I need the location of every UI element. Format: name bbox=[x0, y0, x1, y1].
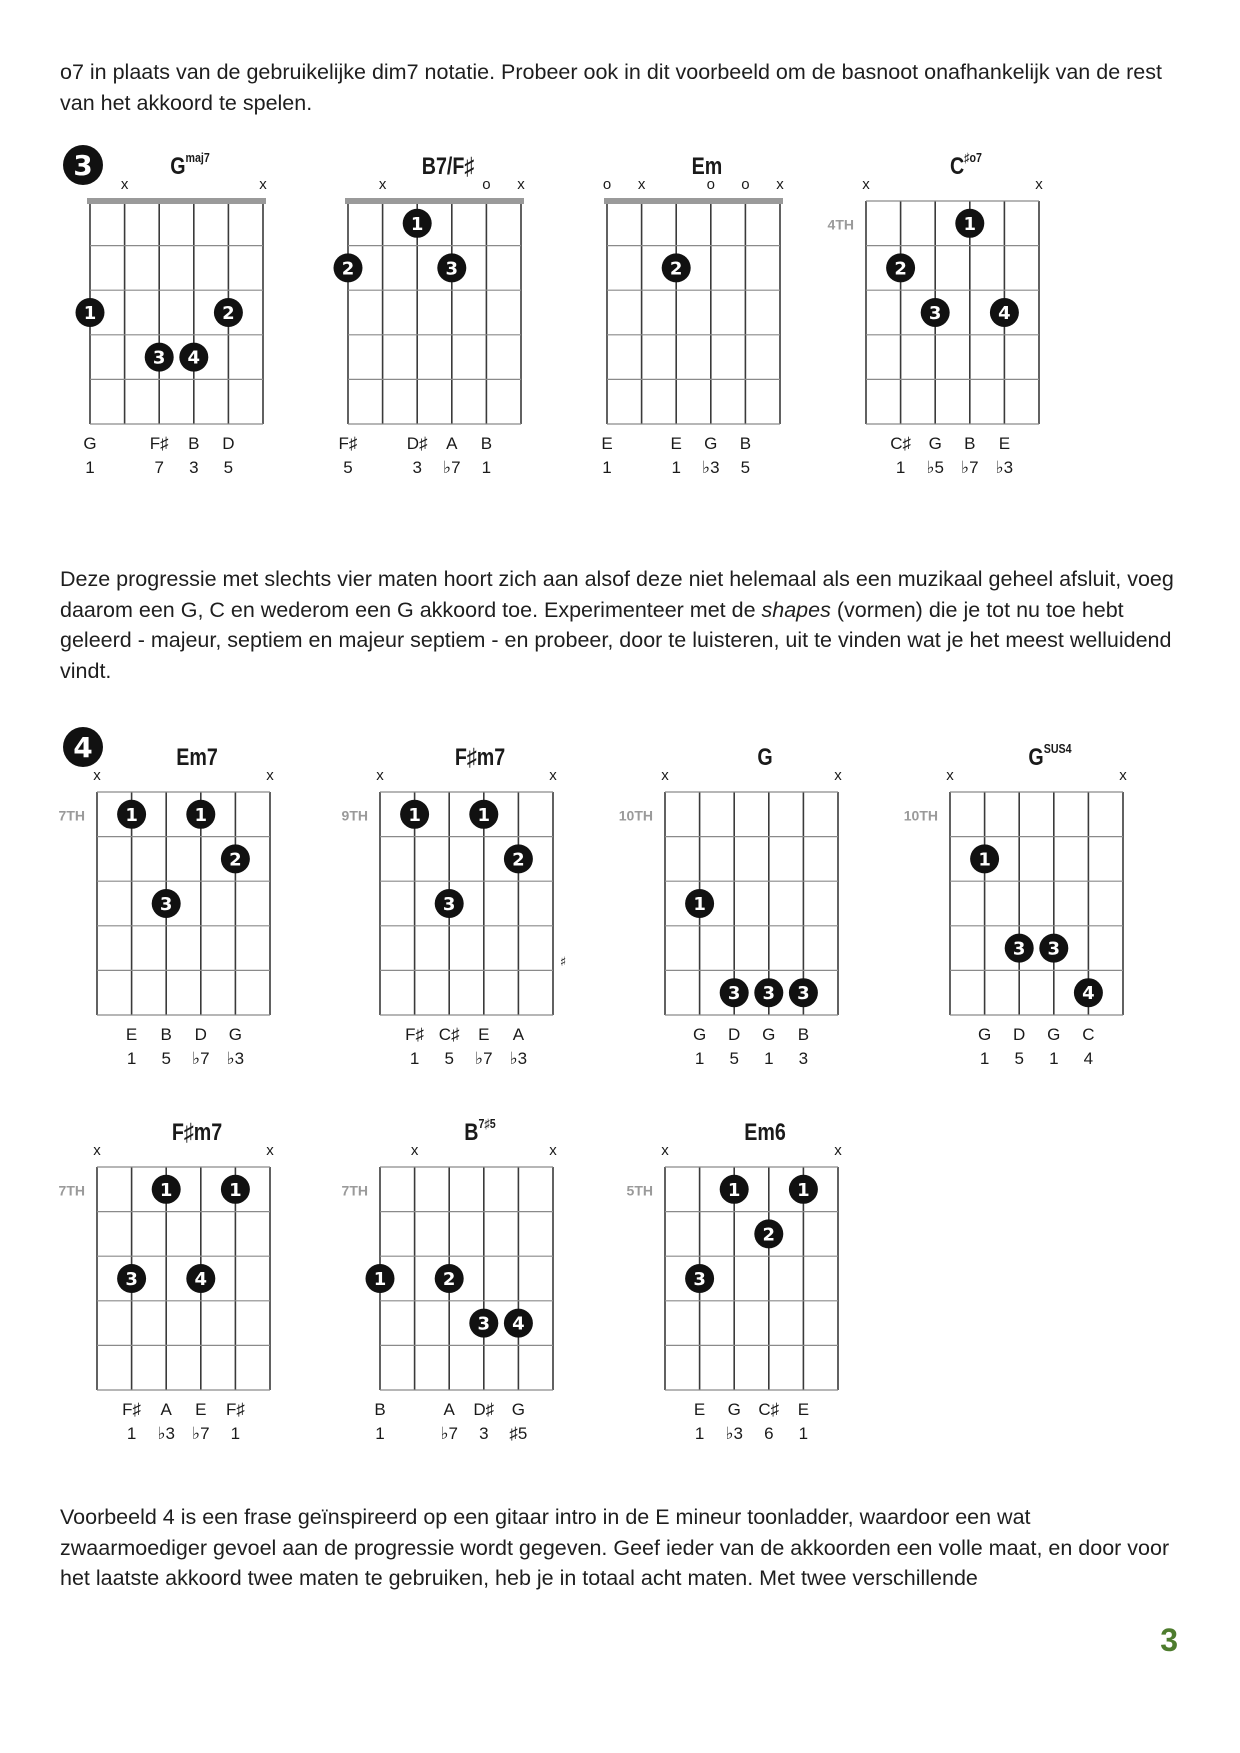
finger-number: 3 bbox=[1047, 938, 1061, 960]
example-badge-4: 4 bbox=[63, 727, 103, 767]
fretboard-grid bbox=[58, 744, 327, 1124]
muted-string-mark: x bbox=[862, 176, 870, 193]
note-name: A bbox=[160, 1400, 172, 1419]
finger-number: 3 bbox=[928, 303, 942, 324]
chord-root-label: Em7 bbox=[176, 744, 218, 771]
side-sharp-mark: ♯ bbox=[559, 954, 567, 970]
finger-number: 2 bbox=[341, 258, 355, 280]
chord-suffix-label: 7♯5 bbox=[478, 1116, 496, 1131]
muted-string-mark: x bbox=[776, 176, 784, 193]
open-string-mark: o bbox=[602, 176, 612, 193]
finger-number: 2 bbox=[669, 258, 683, 280]
note-name: B bbox=[188, 434, 200, 453]
interval-label: 3 bbox=[798, 1049, 809, 1068]
muted-string-mark: x bbox=[661, 1142, 669, 1159]
interval-label: 1 bbox=[481, 458, 492, 477]
chord-diagram bbox=[58, 744, 327, 1124]
muted-string-mark: x bbox=[834, 767, 842, 784]
note-name: F♯ bbox=[122, 1400, 142, 1419]
example-badge-3: 3 bbox=[63, 145, 103, 185]
finger-number: 1 bbox=[727, 1179, 741, 1201]
chord-diagram bbox=[577, 153, 837, 533]
finger-number: 3 bbox=[152, 347, 166, 369]
fret-position-label: 7TH bbox=[58, 807, 85, 824]
finger-number: 2 bbox=[222, 303, 235, 324]
muted-string-mark: x bbox=[1119, 767, 1127, 784]
interval-label: 4 bbox=[1083, 1049, 1094, 1068]
fret-position-label: 5TH bbox=[626, 1182, 653, 1199]
note-name: D bbox=[222, 434, 235, 453]
note-name: C♯ bbox=[758, 1400, 780, 1419]
note-name: G bbox=[692, 1025, 707, 1044]
finger-number: 1 bbox=[408, 804, 421, 826]
finger-number: 1 bbox=[797, 1179, 810, 1201]
finger-number: 3 bbox=[125, 1269, 138, 1290]
open-string-mark: o bbox=[741, 176, 750, 193]
fret-position-label: 7TH bbox=[341, 1182, 368, 1199]
note-name: F♯ bbox=[225, 1400, 245, 1419]
finger-number: 1 bbox=[83, 303, 97, 324]
interval-label: 1 bbox=[85, 458, 95, 477]
fretboard-grid bbox=[60, 153, 320, 533]
note-name: D bbox=[728, 1025, 741, 1044]
finger-number: 2 bbox=[442, 1269, 456, 1290]
muted-string-mark: x bbox=[266, 1142, 274, 1159]
finger-number: 3 bbox=[477, 1313, 491, 1335]
finger-number: 1 bbox=[125, 804, 138, 826]
chord-diagram bbox=[341, 1116, 610, 1499]
chord-root-label: F♯m7 bbox=[171, 1119, 223, 1146]
chord-root-label: C bbox=[949, 153, 965, 180]
muted-string-mark: x bbox=[376, 767, 384, 784]
note-name: F♯ bbox=[149, 434, 169, 453]
finger-number: 2 bbox=[512, 849, 525, 871]
muted-string-mark: x bbox=[378, 176, 387, 193]
chord-root-label: Em bbox=[691, 153, 723, 180]
finger-number: 3 bbox=[445, 258, 459, 280]
fretboard-grid bbox=[318, 153, 578, 533]
muted-string-mark: x bbox=[410, 1142, 419, 1159]
interval-label: 1 bbox=[375, 1424, 385, 1443]
note-name: A bbox=[446, 434, 458, 453]
interval-label: ♯5 bbox=[509, 1424, 528, 1443]
interval-label: 1 bbox=[694, 1049, 705, 1068]
note-name: G bbox=[762, 1025, 776, 1044]
interval-label: ♭5 bbox=[926, 458, 944, 477]
fret-position-label: 10TH bbox=[903, 807, 938, 824]
note-name: D bbox=[194, 1025, 207, 1044]
finger-number: 3 bbox=[762, 983, 776, 1005]
chord-suffix-label: SUS4 bbox=[1043, 741, 1072, 756]
note-name: G bbox=[928, 434, 942, 453]
fretboard-grid bbox=[626, 1119, 895, 1499]
chord-diagram bbox=[318, 153, 578, 533]
note-name: C bbox=[1082, 1025, 1095, 1044]
note-name: B bbox=[374, 1400, 386, 1419]
chord-diagram bbox=[618, 744, 895, 1124]
finger-number: 3 bbox=[797, 983, 810, 1005]
fretboard-grid bbox=[58, 1119, 327, 1499]
note-name: A bbox=[512, 1025, 525, 1044]
interval-label: ♭3 bbox=[702, 458, 720, 477]
interval-label: ♭3 bbox=[725, 1424, 743, 1443]
note-name: A bbox=[443, 1400, 455, 1419]
fretboard-grid bbox=[827, 153, 1096, 533]
interval-label: ♭7 bbox=[475, 1049, 493, 1068]
finger-number: 2 bbox=[229, 849, 242, 871]
note-name: D♯ bbox=[406, 434, 428, 453]
interval-label: 3 bbox=[189, 458, 199, 477]
fret-position-label: 10TH bbox=[618, 807, 653, 824]
muted-string-mark: x bbox=[120, 176, 129, 193]
finger-number: 1 bbox=[159, 1179, 173, 1201]
interval-label: ♭7 bbox=[192, 1049, 210, 1068]
note-name: G bbox=[977, 1025, 992, 1044]
note-name: G bbox=[83, 434, 97, 453]
note-name: D♯ bbox=[473, 1400, 495, 1419]
chord-diagram bbox=[58, 1119, 327, 1499]
finger-number: 2 bbox=[762, 1224, 776, 1246]
interval-label: ♭3 bbox=[995, 458, 1014, 477]
fretboard-grid bbox=[903, 744, 1180, 1124]
finger-number: 1 bbox=[978, 849, 991, 871]
chord-diagram bbox=[341, 744, 610, 1124]
interval-label: 6 bbox=[764, 1424, 774, 1443]
note-name: E bbox=[693, 1400, 706, 1419]
interval-label: ♭7 bbox=[443, 458, 461, 477]
note-name: G bbox=[228, 1025, 243, 1044]
muted-string-mark: x bbox=[549, 767, 557, 784]
interval-label: 1 bbox=[409, 1049, 420, 1068]
intro-paragraph: o7 in plaats van de gebruikelijke dim7 notatie. Probeer ook in dit voorbeeld om de basnoot onafhankelijk van de rest van het akkoord te spelen. bbox=[60, 60, 1162, 115]
muted-string-mark: x bbox=[661, 767, 669, 784]
interval-label: 1 bbox=[230, 1424, 241, 1443]
interval-label: 1 bbox=[1049, 1049, 1059, 1068]
finger-number: 3 bbox=[1012, 938, 1026, 960]
example4-paragraph: Voorbeeld 4 is een frase geïnspireerd op een gitaar intro in de E mineur toonladder, waardoor een wat zwaarmoediger gevoel aan de progressie wordt gegeven. Geef ieder van de akkoorden een volle maat, en door voor het laatste akkoord twee maten te gebruiken, heb je in totaal acht maten. Met twee verschillende bbox=[60, 1505, 1170, 1590]
note-name: E bbox=[998, 434, 1011, 453]
interval-label: ♭3 bbox=[226, 1049, 245, 1068]
finger-number: 1 bbox=[963, 213, 977, 235]
chord-root-label: F♯m7 bbox=[454, 744, 506, 771]
interval-label: 1 bbox=[126, 1049, 137, 1068]
note-name: D bbox=[1013, 1025, 1026, 1044]
interval-label: 5 bbox=[161, 1049, 171, 1068]
chord-root-label: Em6 bbox=[744, 1119, 786, 1146]
note-name: C♯ bbox=[890, 434, 911, 453]
interval-label: 5 bbox=[444, 1049, 454, 1068]
paragraph-text: Deze progressie met slechts vier maten hoort zich aan alsof deze niet helemaal als een muzikaal geheel afsluit, voeg daarom een G, C en wederom een G akkoord toe. Experimenteer met de bbox=[60, 567, 1174, 622]
muted-string-mark: x bbox=[834, 1142, 842, 1159]
chord-root-label: B7/F♯ bbox=[421, 153, 475, 180]
chord-diagram bbox=[626, 1119, 895, 1499]
interval-label: 1 bbox=[798, 1424, 809, 1443]
interval-label: 7 bbox=[154, 458, 164, 477]
finger-number: 4 bbox=[1082, 983, 1095, 1005]
emphasis-shapes: shapes bbox=[761, 597, 831, 622]
interval-label: 1 bbox=[602, 458, 612, 477]
finger-number: 1 bbox=[693, 894, 706, 915]
finger-number: 3 bbox=[159, 894, 173, 915]
finger-number: 4 bbox=[998, 303, 1011, 324]
nut bbox=[87, 198, 266, 204]
note-name: E bbox=[670, 434, 682, 453]
nut bbox=[604, 198, 783, 204]
interval-label: 3 bbox=[412, 458, 422, 477]
finger-number: 2 bbox=[894, 258, 907, 280]
finger-number: 1 bbox=[229, 1179, 242, 1201]
note-name: F♯ bbox=[405, 1025, 425, 1044]
interval-label: 1 bbox=[764, 1049, 774, 1068]
note-name: G bbox=[727, 1400, 741, 1419]
interval-label: ♭7 bbox=[961, 458, 979, 477]
interval-label: ♭7 bbox=[440, 1424, 458, 1443]
note-name: E bbox=[797, 1400, 810, 1419]
muted-string-mark: x bbox=[93, 1142, 101, 1159]
interval-label: 1 bbox=[694, 1424, 705, 1443]
finger-number: 1 bbox=[194, 804, 208, 826]
note-name: C♯ bbox=[438, 1025, 460, 1044]
interval-label: ♭3 bbox=[157, 1424, 175, 1443]
chord-diagram bbox=[903, 741, 1180, 1124]
interval-label: 5 bbox=[223, 458, 234, 477]
note-name: B bbox=[964, 434, 976, 453]
interval-label: 1 bbox=[979, 1049, 990, 1068]
interval-label: 1 bbox=[126, 1424, 137, 1443]
interval-label: 3 bbox=[479, 1424, 489, 1443]
note-name: F♯ bbox=[338, 434, 358, 453]
interval-label: 1 bbox=[895, 458, 906, 477]
paragraph-text: (vormen) die je tot nu toe hebt geleerd - majeur, septiem en majeur septiem - en probeer, door te luisteren, uit te vinden wat je het meest welluidend vindt. bbox=[60, 597, 1172, 683]
finger-number: 3 bbox=[727, 983, 741, 1005]
fret-position-label: 9TH bbox=[341, 807, 368, 824]
finger-number: 1 bbox=[373, 1269, 387, 1290]
note-name: G bbox=[511, 1400, 526, 1419]
open-string-mark: o bbox=[482, 176, 491, 193]
muted-string-mark: x bbox=[1035, 176, 1043, 193]
muted-string-mark: x bbox=[93, 767, 101, 784]
finger-number: 1 bbox=[477, 804, 491, 826]
muted-string-mark: x bbox=[549, 1142, 557, 1159]
fretboard-grid bbox=[618, 744, 895, 1124]
finger-number: 4 bbox=[512, 1313, 525, 1335]
finger-number: 4 bbox=[187, 347, 201, 369]
finger-number: 1 bbox=[410, 213, 424, 235]
finger-number: 3 bbox=[442, 894, 456, 915]
fret-position-label: 7TH bbox=[58, 1182, 85, 1199]
interval-label: 5 bbox=[729, 1049, 739, 1068]
finger-number: 3 bbox=[693, 1269, 706, 1290]
muted-string-mark: x bbox=[637, 176, 646, 193]
note-name: E bbox=[195, 1400, 207, 1419]
interval-label: 5 bbox=[343, 458, 353, 477]
interval-label: 1 bbox=[671, 458, 681, 477]
chord-root-label: G bbox=[170, 153, 186, 180]
nut bbox=[345, 198, 524, 204]
muted-string-mark: x bbox=[946, 767, 954, 784]
note-name: G bbox=[704, 434, 718, 453]
muted-string-mark: x bbox=[259, 176, 267, 193]
fretboard-grid bbox=[577, 153, 837, 533]
note-name: E bbox=[125, 1025, 138, 1044]
note-name: E bbox=[478, 1025, 490, 1044]
chord-diagram bbox=[827, 150, 1096, 533]
chord-root-label: G bbox=[757, 744, 773, 771]
fretboard-grid bbox=[341, 1119, 610, 1499]
open-string-mark: o bbox=[706, 176, 715, 193]
page-number: 3 bbox=[1160, 1622, 1178, 1658]
chord-root-label: B bbox=[464, 1119, 479, 1146]
interval-label: 5 bbox=[740, 458, 751, 477]
interval-label: ♭7 bbox=[192, 1424, 210, 1443]
muted-string-mark: x bbox=[517, 176, 525, 193]
interval-label: 5 bbox=[1014, 1049, 1024, 1068]
finger-number: 4 bbox=[194, 1269, 208, 1290]
note-name: B bbox=[160, 1025, 172, 1044]
muted-string-mark: x bbox=[266, 767, 274, 784]
note-name: B bbox=[797, 1025, 810, 1044]
chord-root-label: G bbox=[1028, 744, 1044, 771]
note-name: E bbox=[601, 434, 613, 453]
fret-position-label: 4TH bbox=[827, 216, 854, 233]
note-name: B bbox=[739, 434, 752, 453]
progression-paragraph bbox=[60, 564, 1180, 686]
note-name: B bbox=[480, 434, 493, 453]
chord-suffix-label: ♯o7 bbox=[964, 150, 982, 165]
fretboard-grid bbox=[341, 744, 610, 1124]
chord-diagram bbox=[60, 150, 320, 533]
interval-label: ♭3 bbox=[509, 1049, 528, 1068]
note-name: G bbox=[1047, 1025, 1061, 1044]
chord-suffix-label: maj7 bbox=[185, 150, 210, 165]
